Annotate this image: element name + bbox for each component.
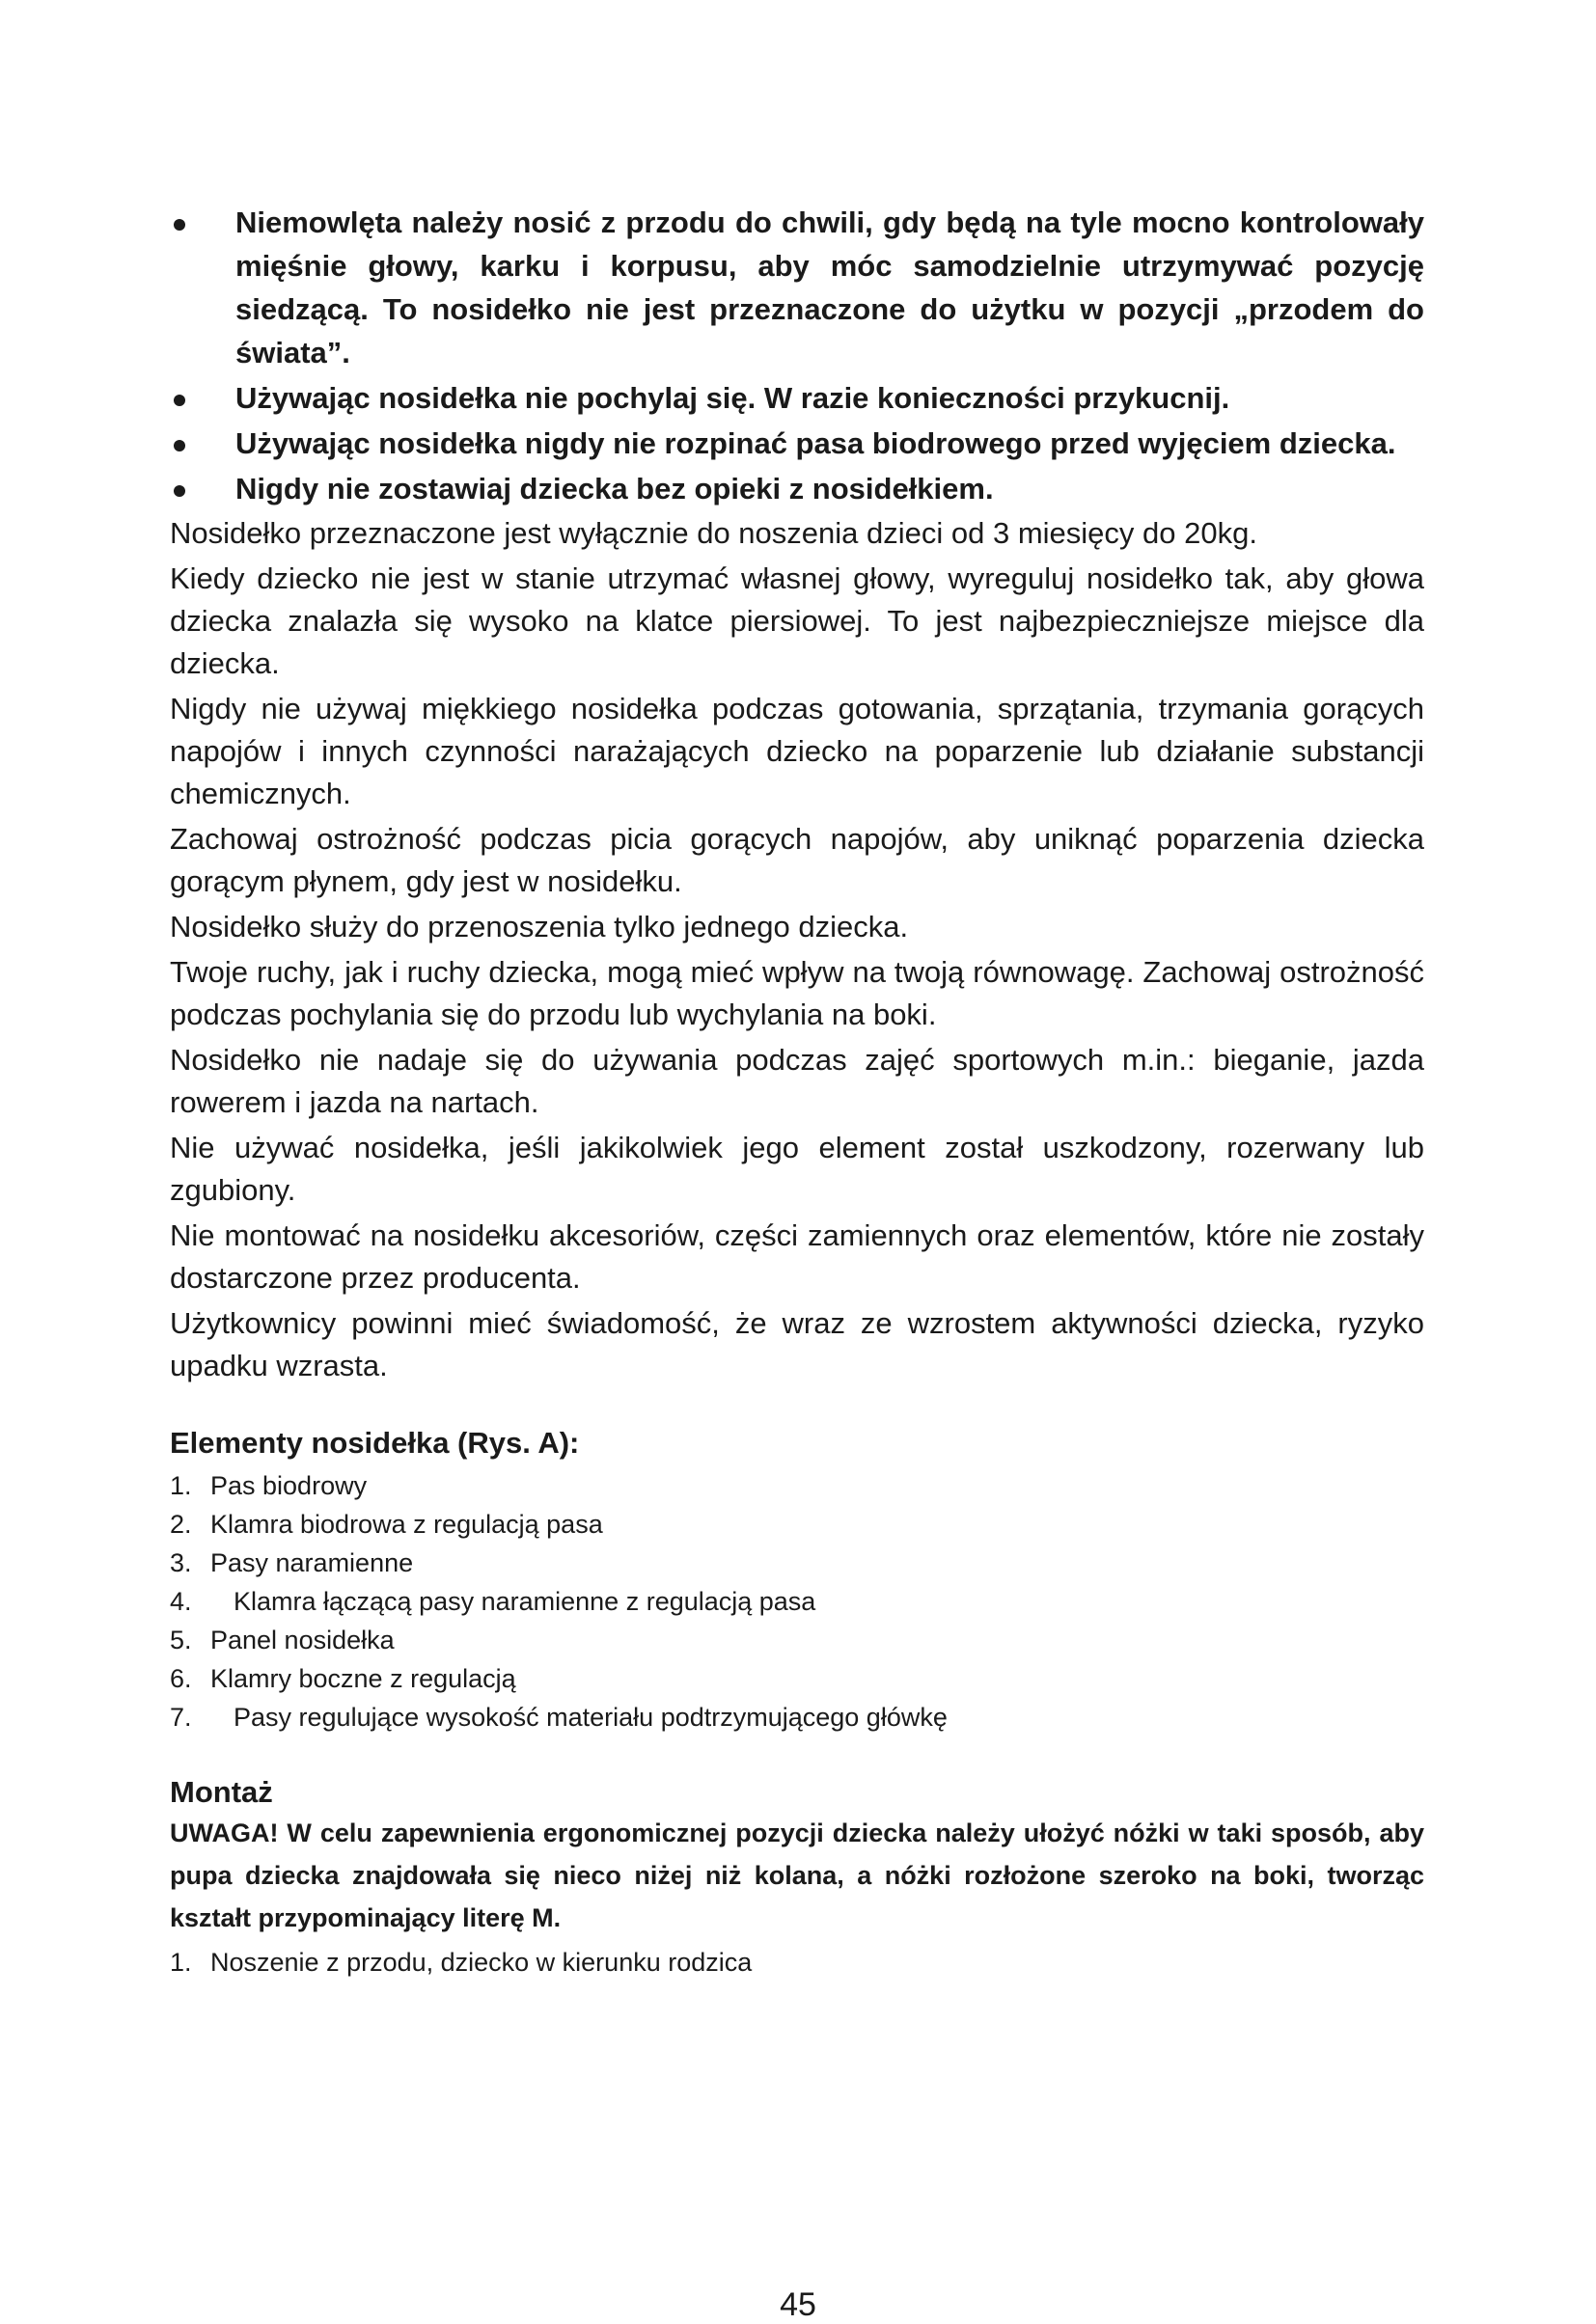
paragraph: Nie montować na nosidełku akcesoriów, części zamiennych oraz elementów, które nie zostały dostarczone przez producenta. (170, 1218, 1424, 1295)
paragraph: Nosidełko nie nadaje się do używania podczas zajęć sportowych m.in.: bieganie, jazda rowerem i jazda na nartach. (170, 1043, 1424, 1119)
item-number: 4. (170, 1587, 192, 1616)
paragraph: Nie używać nosidełka, jeśli jakikolwiek jego element został uszkodzony, rozerwany lub zgubiony. (170, 1131, 1424, 1207)
safety-bullet: Używając nosidełka nie pochylaj się. W razie konieczności przykucnij. (170, 376, 1424, 420)
assembly-warning: UWAGA! W celu zapewnienia ergonomicznej pozycji dziecka należy ułożyć nóżki w taki sposób, aby pupa dziecka znajdowała się nieco niżej niż kolana, a nóżki rozłożone szeroko na boki, tworząc kształt przypominający literę M. (170, 1818, 1424, 1932)
list-item (170, 1943, 1424, 1982)
item-number: 3. (170, 1548, 192, 1577)
paragraph: Twoje ruchy, jak i ruchy dziecka, mogą mieć wpływ na twoją równowagę. Zachowaj ostrożność podczas pochylania się do przodu lub wychylania na boki. (170, 955, 1424, 1031)
item-text: Noszenie z przodu, dziecko w kierunku rodzica (210, 1948, 753, 1977)
list-item (170, 1466, 1424, 1505)
page-content (170, 201, 1424, 1982)
item-text: Pasy naramienne (210, 1548, 414, 1577)
item-text: Panel nosidełka (210, 1626, 395, 1654)
elements-heading: Elementy nosidełka (Rys. A): (170, 1426, 580, 1460)
assembly-steps (170, 1943, 1424, 1982)
safety-bullet: Nigdy nie zostawiaj dziecka bez opieki z nosidełkiem. (170, 467, 1424, 510)
item-text: Pasy regulujące wysokość materiału podtrzymującego główkę (234, 1703, 948, 1732)
item-number: 1. (170, 1948, 192, 1977)
safety-bullet: Używając nosidełka nigdy nie rozpinać pasa biodrowego przed wyjęciem dziecka. (170, 422, 1424, 465)
page-number: 45 (780, 2286, 816, 2323)
list-item (170, 1698, 1424, 1736)
paragraph: Nosidełko przeznaczone jest wyłącznie do noszenia dzieci od 3 miesięcy do 20kg. (170, 516, 1257, 550)
paragraph: Kiedy dziecko nie jest w stanie utrzymać własnej głowy, wyreguluj nosidełko tak, aby głowa dziecka znalazła się wysoko na klatce piersiowej. To jest najbezpieczniejsze miejsce dla dziecka. (170, 561, 1424, 680)
item-number: 1. (170, 1471, 192, 1500)
item-number: 5. (170, 1626, 192, 1654)
item-number: 7. (170, 1703, 192, 1732)
item-text: Pas biodrowy (210, 1471, 368, 1500)
elements-list (170, 1466, 1424, 1736)
item-text: Klamra łączącą pasy naramienne z regulacją pasa (234, 1587, 816, 1616)
list-item (170, 1659, 1424, 1698)
list-item (170, 1582, 1424, 1621)
paragraph: Nosidełko służy do przenoszenia tylko jednego dziecka. (170, 910, 909, 943)
item-text: Klamry boczne z regulacją (210, 1664, 516, 1693)
assembly-heading: Montaż (170, 1775, 273, 1809)
paragraph: Nigdy nie używaj miękkiego nosidełka podczas gotowania, sprzątania, trzymania gorących napojów i innych czynności narażających dziecko na poparzenie lub działanie substancji chemicznych. (170, 692, 1424, 810)
paragraph: Zachowaj ostrożność podczas picia gorących napojów, aby uniknąć poparzenia dziecka gorącym płynem, gdy jest w nosidełku. (170, 822, 1424, 898)
paragraph: Użytkownicy powinni mieć świadomość, że wraz ze wzrostem aktywności dziecka, ryzyko upadku wzrasta. (170, 1306, 1424, 1382)
list-item (170, 1621, 1424, 1659)
safety-bullet: Niemowlęta należy nosić z przodu do chwili, gdy będą na tyle mocno kontrolowały mięśnie głowy, karku i korpusu, aby móc samodzielnie utrzymywać pozycję siedzącą. To nosidełko nie jest przeznaczone do użytku w pozycji „przodem do świata”. (170, 201, 1424, 374)
item-text: Klamra biodrowa z regulacją pasa (210, 1510, 603, 1539)
list-item (170, 1544, 1424, 1582)
list-item (170, 1505, 1424, 1544)
item-number: 2. (170, 1510, 192, 1539)
item-number: 6. (170, 1664, 192, 1693)
safety-bullet-list (170, 201, 1424, 510)
